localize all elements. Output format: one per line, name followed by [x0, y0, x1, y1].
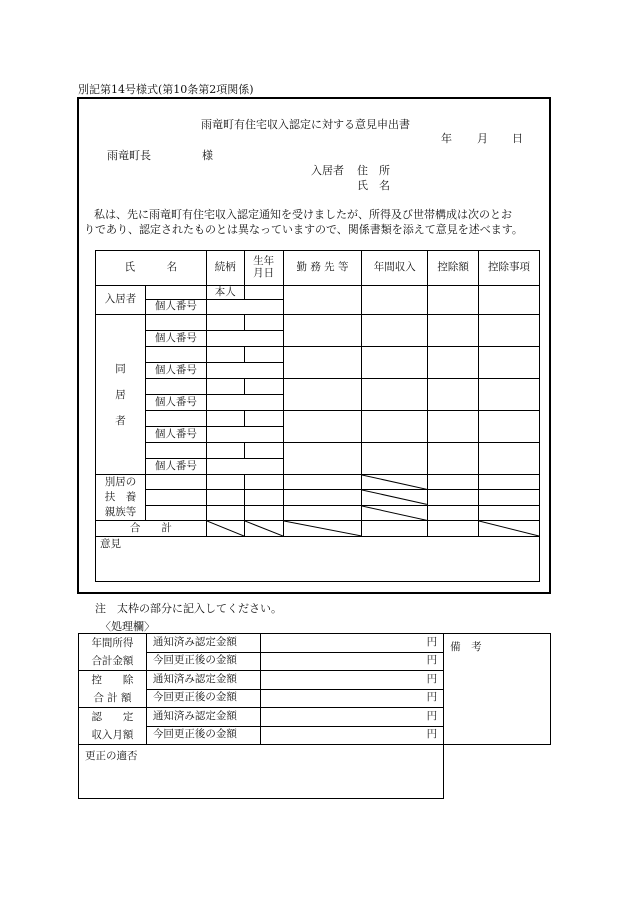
cohabitant-birth-cell[interactable]: [244, 379, 283, 395]
amount-field[interactable]: [260, 671, 444, 690]
opinion-field[interactable]: [96, 537, 540, 582]
dependents-label-line2: 扶 養: [104, 491, 137, 503]
cohabitant-relation-cell[interactable]: [206, 443, 244, 459]
yen-unit: 円: [426, 691, 438, 704]
cohabitant-birth-cell[interactable]: [244, 315, 283, 331]
dependent-relation-cell[interactable]: [206, 490, 244, 505]
cohabitant-my-number-cell[interactable]: [206, 459, 283, 475]
certified-income-group-label: [79, 708, 147, 745]
date-day: 日: [512, 132, 523, 145]
dependent-relation-cell[interactable]: [206, 475, 244, 490]
form-title: 雨竜町有住宅収入認定に対する意見申出書: [201, 118, 410, 131]
dependent-deduction-item-cell[interactable]: [479, 475, 540, 490]
addressee-honorific: 様: [202, 149, 213, 162]
cohabitant-income-cell[interactable]: [362, 411, 428, 443]
cohabitant-deduction-cell[interactable]: [428, 379, 479, 411]
amount-field[interactable]: [260, 634, 444, 653]
cohabitant-income-cell[interactable]: [362, 379, 428, 411]
dependents-label-line1: 別居の: [104, 476, 137, 488]
dependent-deduction-item-cell[interactable]: [479, 505, 540, 520]
amount-field[interactable]: [260, 652, 444, 671]
dependent-name-cell[interactable]: [145, 475, 206, 490]
dependent-deduction-cell[interactable]: [428, 490, 479, 505]
dependents-label-line3: 親族等: [104, 506, 137, 518]
my-number-label: 個人番号: [145, 363, 206, 379]
date-year: 年: [441, 132, 452, 145]
cohabitant-name-cell[interactable]: [145, 315, 206, 331]
cohabitant-birth-cell[interactable]: [244, 443, 283, 459]
resident-my-number-cell[interactable]: [206, 300, 283, 315]
total-deduction-item-slash: [479, 521, 540, 537]
notified-amount-label: 通知済み認定金額: [146, 671, 260, 690]
cohabitant-deduction-item-cell[interactable]: [479, 379, 540, 411]
cohabitant-workplace-cell[interactable]: [283, 443, 362, 475]
yen-unit: 円: [426, 654, 438, 667]
cohabitant-relation-cell[interactable]: [206, 347, 244, 363]
form-reference: 別記第14号様式(第10条第2項関係): [78, 83, 254, 96]
processing-table: [78, 633, 551, 799]
dependents-label: [96, 475, 146, 521]
deduction-label-line1: 控 除: [91, 674, 134, 686]
corrected-amount-label: 今回更正後の金額: [146, 689, 260, 708]
cohabitant-deduction-item-cell[interactable]: [479, 411, 540, 443]
amount-field[interactable]: [260, 689, 444, 708]
cohabitant-name-cell[interactable]: [145, 379, 206, 395]
cohabitant-relation-cell[interactable]: [206, 411, 244, 427]
notified-amount-label: 通知済み認定金額: [146, 708, 260, 727]
dependent-name-cell[interactable]: [145, 490, 206, 505]
resident-birth-cell[interactable]: [244, 286, 283, 300]
dependent-workplace-cell[interactable]: [283, 490, 362, 505]
remarks-label: 備 考: [450, 641, 482, 653]
annual-income-label-line2: 合計金額: [91, 655, 134, 667]
dependent-name-cell[interactable]: [145, 505, 206, 520]
cohabitant-deduction-item-cell[interactable]: [479, 443, 540, 475]
cohabitant-my-number-cell[interactable]: [206, 331, 283, 347]
dependent-deduction-item-cell[interactable]: [479, 490, 540, 505]
applicant-name-label: 氏 名: [357, 179, 390, 192]
amount-field[interactable]: [260, 726, 444, 745]
yen-unit: 円: [426, 635, 438, 648]
header-deduction: 控除額: [428, 251, 479, 286]
cohabitant-birth-cell[interactable]: [244, 347, 283, 363]
dependent-deduction-cell[interactable]: [428, 505, 479, 520]
dependent-income-slash: [362, 490, 428, 505]
total-income-cell[interactable]: [362, 521, 428, 537]
cohabitant-income-cell[interactable]: [362, 315, 428, 347]
cohabitant-workplace-cell[interactable]: [283, 411, 362, 443]
yen-unit: 円: [426, 672, 438, 685]
cohabitant-my-number-cell[interactable]: [206, 427, 283, 443]
correction-label: 更正の適否: [85, 750, 138, 762]
processing-title: 〈処理欄〉: [100, 620, 155, 633]
resident-income-cell[interactable]: [362, 286, 428, 315]
header-birthdate: [244, 251, 283, 286]
cohabitant-relation-cell[interactable]: [206, 379, 244, 395]
note: 注 太枠の部分に記入してください。: [95, 602, 282, 615]
total-relation-slash: [206, 521, 244, 537]
deduction-label-line2: 合 計 額: [93, 692, 132, 704]
statement-line-2: りであり、認定されたものとは異なっていますので、関係書類を添えて意見を述べます。: [84, 223, 523, 236]
notified-amount-label: 通知済み認定金額: [146, 634, 260, 653]
dependent-relation-cell[interactable]: [206, 505, 244, 520]
cohabitant-label: [96, 315, 146, 475]
my-number-label: 個人番号: [145, 459, 206, 475]
header-income: 年間収入: [362, 251, 428, 286]
my-number-label: 個人番号: [145, 427, 206, 443]
corrected-amount-label: 今回更正後の金額: [146, 652, 260, 671]
cohabitant-name-cell[interactable]: [145, 411, 206, 427]
cohabitant-deduction-cell[interactable]: [428, 443, 479, 475]
yen-unit: 円: [426, 709, 438, 722]
total-deduction-cell[interactable]: [428, 521, 479, 537]
cohabitant-char-3: 者: [115, 414, 126, 427]
cohabitant-workplace-cell[interactable]: [283, 347, 362, 379]
applicant-role: 入居者: [311, 164, 344, 177]
date-month: 月: [477, 132, 488, 145]
dependent-birth-cell[interactable]: [244, 490, 283, 505]
corrected-amount-label: 今回更正後の金額: [146, 726, 260, 745]
resident-name-cell[interactable]: [145, 286, 206, 300]
dependent-workplace-cell[interactable]: [283, 475, 362, 490]
cohabitant-char-1: 同: [115, 362, 126, 375]
my-number-label: 個人番号: [145, 331, 206, 347]
certified-income-label-line2: 収入月額: [91, 729, 134, 741]
total-birth-slash: [244, 521, 283, 537]
cohabitant-name-cell[interactable]: [145, 443, 206, 459]
dependent-income-slash: [362, 475, 428, 490]
header-workplace: 勤 務 先 等: [283, 251, 362, 286]
remarks-field[interactable]: [444, 634, 551, 745]
cohabitant-workplace-cell[interactable]: [283, 379, 362, 411]
header-name: 氏 名: [96, 251, 207, 286]
cohabitant-income-cell[interactable]: [362, 443, 428, 475]
cohabitant-relation-cell[interactable]: [206, 315, 244, 331]
dependent-workplace-cell[interactable]: [283, 505, 362, 520]
cohabitant-name-cell[interactable]: [145, 347, 206, 363]
cohabitant-deduction-item-cell[interactable]: [479, 315, 540, 347]
resident-deduction-item-cell[interactable]: [479, 286, 540, 315]
self-label: 本人: [206, 286, 244, 300]
my-number-label: 個人番号: [145, 300, 206, 315]
dependent-income-slash: [362, 505, 428, 520]
cohabitant-workplace-cell[interactable]: [283, 315, 362, 347]
opinion-label: 意見: [100, 538, 121, 550]
cohabitant-deduction-cell[interactable]: [428, 411, 479, 443]
resident-workplace-cell[interactable]: [283, 286, 362, 315]
applicant-address-label: 住 所: [357, 164, 390, 177]
cohabitant-char-2: 居: [115, 388, 126, 401]
certified-income-label-line1: 認 定: [91, 711, 134, 723]
header-relation: 続柄: [206, 251, 244, 286]
dependent-birth-cell[interactable]: [244, 505, 283, 520]
header-birth-line1: 生年: [253, 255, 275, 268]
addressee-name: 雨竜町長: [107, 149, 151, 162]
cohabitant-deduction-cell[interactable]: [428, 347, 479, 379]
total-workplace-slash: [283, 521, 362, 537]
resident-deduction-cell[interactable]: [428, 286, 479, 315]
cohabitant-my-number-cell[interactable]: [206, 395, 283, 411]
annual-income-label-line1: 年間所得: [91, 637, 134, 649]
cohabitant-birth-cell[interactable]: [244, 411, 283, 427]
household-table: [95, 250, 540, 582]
dependent-deduction-cell[interactable]: [428, 475, 479, 490]
cohabitant-deduction-cell[interactable]: [428, 315, 479, 347]
dependent-birth-cell[interactable]: [244, 475, 283, 490]
correction-field[interactable]: [79, 745, 444, 799]
header-deduction-item: 控除事項: [479, 251, 540, 286]
my-number-label: 個人番号: [145, 395, 206, 411]
yen-unit: 円: [426, 728, 438, 741]
total-label: 合 計: [96, 521, 207, 537]
deduction-group-label: [79, 671, 147, 708]
annual-income-group-label: [79, 634, 147, 671]
cohabitant-income-cell[interactable]: [362, 347, 428, 379]
header-birth-line2: 月日: [253, 267, 275, 279]
statement-line-1: 私は、先に雨竜町有住宅収入認定通知を受けましたが、所得及び世帯構成は次のとお: [94, 208, 512, 221]
cohabitant-deduction-item-cell[interactable]: [479, 347, 540, 379]
cohabitant-my-number-cell[interactable]: [206, 363, 283, 379]
amount-field[interactable]: [260, 708, 444, 727]
resident-label: 入居者: [96, 286, 146, 315]
